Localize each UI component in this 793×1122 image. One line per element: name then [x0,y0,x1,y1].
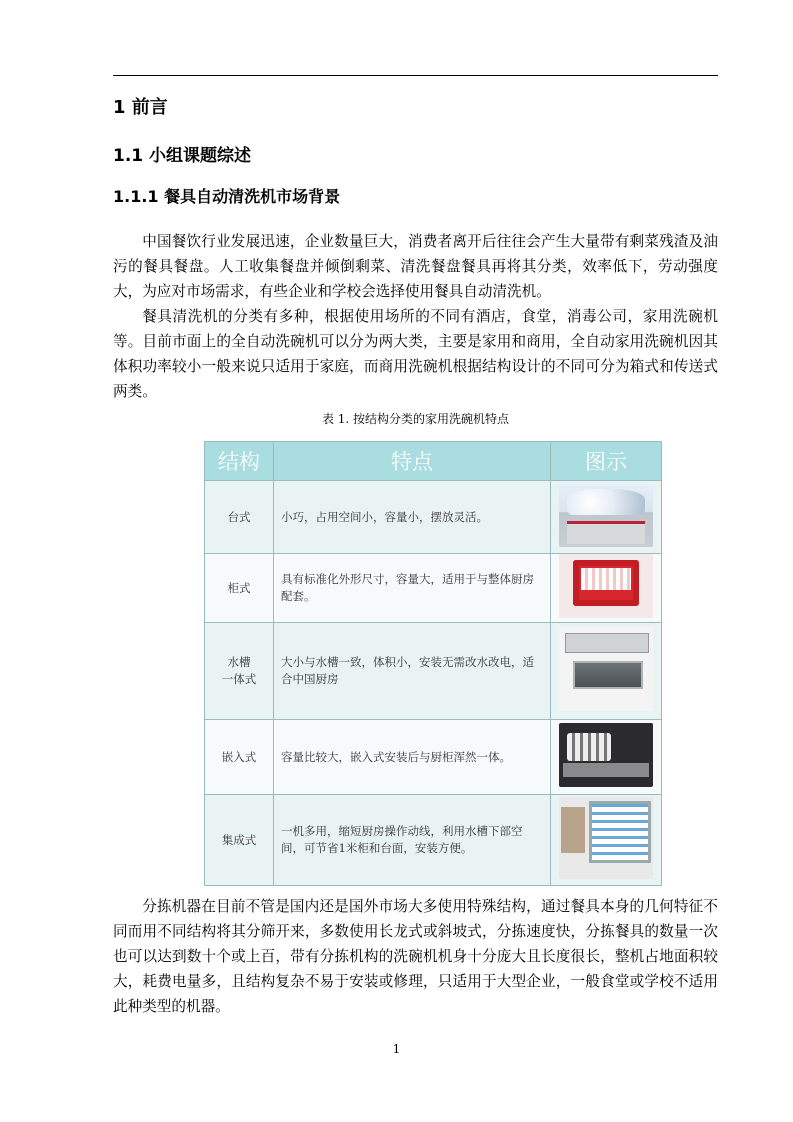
countertop-dishwasher-image [559,483,653,547]
dishwasher-structure-table [204,441,662,886]
subsection-heading: 1.1.1 餐具自动清洗机市场背景 [113,187,341,206]
table-row [205,720,662,795]
integrated-dishwasher-image [559,797,653,879]
header-rule [113,75,718,76]
chapter-heading: 1 前言 [113,97,168,118]
paragraph-sorting-machines: 分拣机器在目前不管是国内还是国外市场大多使用特殊结构，通过餐具本身的几何特征不同而用不同结构将其分筛开来，多数使用长龙式或斜坡式，分拣速度快，分拣餐具的数量一次也可以达到数十个或上百，带有分拣机构的洗碗机机身十分庞大且长度很长，整机占地面积较大，耗费电量多，且结构复杂不易于安装或修理，只适用于大型企业，一般食堂或学校不适用此种类型的机器。 [113,898,718,1015]
cabinet-dishwasher-image [559,554,653,618]
paragraph-dishwasher-types: 餐具清洗机的分类有多种，根据使用场所的不同有酒店，食堂，消毒公司，家用洗碗机等。目前市面上的全自动洗碗机可以分为两大类，主要是家用和商用，全自动家用洗碗机因其体积功率较小一般来说只适用于家庭，而商用洗碗机根据结构设计的不同可分为箱式和传送式两类。 [113,308,718,400]
header-features: 特点 [274,442,551,481]
row-structure: 水槽 一体式 [205,623,274,720]
header-image: 图示 [551,442,662,481]
built-in-dishwasher-image [559,723,653,787]
row-image-cell [551,481,662,554]
paragraph-market-background: 中国餐饮行业发展迅速，企业数量巨大，消费者离开后往往会产生大量带有剩菜残渣及油污的餐具餐盘。人工收集餐盘并倾倒剩菜、清洗餐盘餐具再将其分类，效率低下，劳动强度大，为应对市场需求，有些企业和学校会选择使用餐具自动清洗机。 [113,233,718,300]
table-row [205,481,662,554]
table-row [205,623,662,720]
sink-dishwasher-image [559,627,653,711]
page-number: 1 [392,1042,401,1056]
row-image-cell [551,623,662,720]
table-caption: 表 1. 按结构分类的家用洗碗机特点 [321,412,510,426]
row-features: 具有标准化外形尺寸，容量大，适用于与整体厨房配套。 [274,554,551,623]
row-structure: 集成式 [205,795,274,886]
table-row [205,795,662,886]
table-header-row [205,442,662,481]
row-image-cell [551,554,662,623]
section-heading: 1.1 小组课题综述 [113,146,252,166]
row-features: 大小与水槽一致，体积小，安装无需改水改电，适合中国厨房 [274,623,551,720]
row-features: 小巧，占用空间小，容量小，摆放灵活。 [274,481,551,554]
row-image-cell [551,795,662,886]
header-structure: 结构 [205,442,274,481]
row-features: 一机多用，缩短厨房操作动线，利用水槽下部空间，可节省1米柜和台面，安装方便。 [274,795,551,886]
row-structure: 嵌入式 [205,720,274,795]
row-structure: 柜式 [205,554,274,623]
table-row [205,554,662,623]
row-structure: 台式 [205,481,274,554]
row-image-cell [551,720,662,795]
row-features: 容量比较大，嵌入式安装后与厨柜浑然一体。 [274,720,551,795]
